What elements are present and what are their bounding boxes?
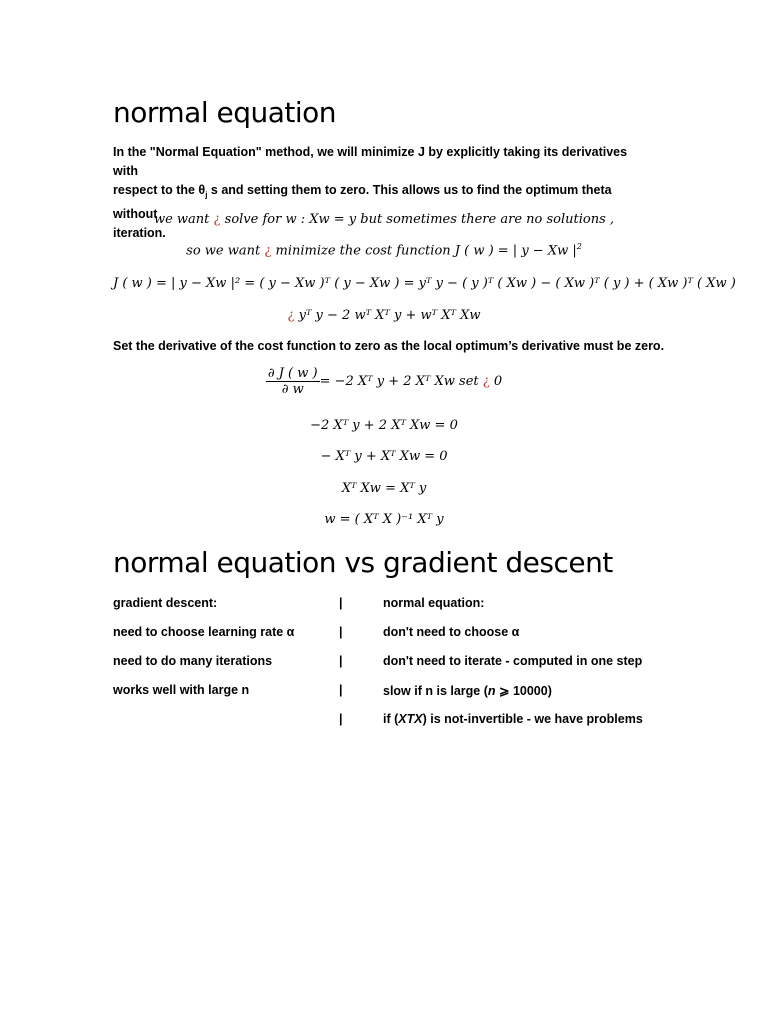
intro-line-1: In the "Normal Equation" method, we will minimize J by explicitly taking its derivatives with [113,145,628,178]
equation-step-1: −2 Xᵀ y + 2 Xᵀ Xw = 0 [310,418,458,433]
equation-want-solve: we want ¿ solve for w : Xw = y but sometimes there are no solutions , [153,212,615,227]
intro-line-3: iteration. [113,225,166,240]
equation-step-2: − Xᵀ y + Xᵀ Xw = 0 [320,449,448,464]
equation-solution: w = ( Xᵀ X )⁻¹ Xᵀ y [324,512,444,527]
section-title-comparison: normal equation vs gradient descent [113,546,613,579]
derivative-fraction: $\frac{\partial J ( w )}{\partial w}$ [267,366,318,397]
equation-simplified: ¿ yᵀ y − 2 wᵀ Xᵀ y + wᵀ Xᵀ Xw [287,308,481,323]
equation-derivative: $\frac{\partial J ( w )}{\partial w}$ = −2 Xᵀ y + 2 Xᵀ Xw set ¿ 0 [267,366,503,397]
intro-line-2: respect to the $\theta_j$ s and setting them to zero. This allows us to find the optimum theta without [113,183,612,221]
equation-step-3: Xᵀ Xw = Xᵀ y [341,481,427,496]
equation-expansion: J ( w ) = | y − Xw |² = ( y − Xw )ᵀ ( y − Xw ) = yᵀ y − ( y )ᵀ ( Xw ) − ( Xw )ᵀ ( y ) + ( Xw )ᵀ ( Xw ) [113,276,736,291]
intro-paragraph [113,143,643,243]
page-title-normal-equation: normal equation [113,96,337,129]
derivative-text: Set the derivative of the cost function to zero as the local optimum’s derivative must be zero. [113,339,665,353]
equation-cost-function: so we want ¿ minimize the cost function J ( w ) = | y − Xw $|^2$ [186,242,582,259]
